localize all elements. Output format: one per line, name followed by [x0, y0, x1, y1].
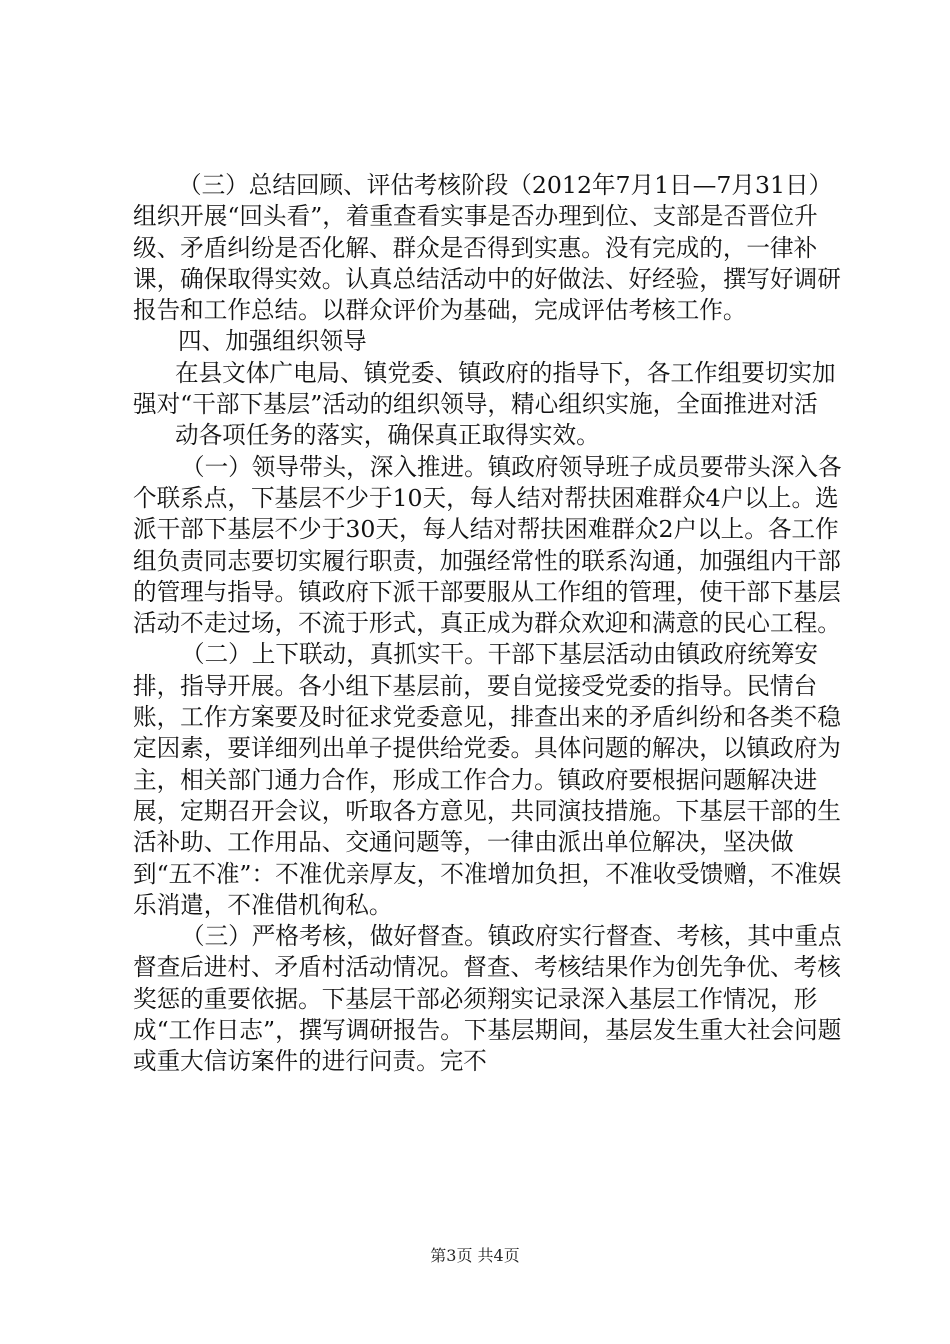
- paragraph-leadership-intro-continued: 动各项任务的落实，确保真正取得实效。: [175, 421, 600, 450]
- paragraph-leaders-take-lead: （一）领导带头，深入推进。镇政府领导班子成员要带头深入各个联系点，下基层不少于10天，每人结对帮扶困难群众4户以上。选派干部下基层不少于30天，每人结对帮扶困难群众2户以上。各工作组负责同志要切实履行职责，加强经常性的联系沟通，加强组内干部的管理与指导。镇政府下派干部要服从工作组的管理，使干部下基层活动不走过场，不流于形式，真正成为群众欢迎和满意的民心工程。: [133, 452, 842, 638]
- paragraph-summary-stage: （三）总结回顾、评估考核阶段（2012年7月1日—7月31日）组织开展“回头看”，着重查看实事是否办理到位、支部是否晋位升级、矛盾纠纷是否化解、群众是否得到实惠。没有完成的，一律补课，确保取得实效。认真总结活动中的好做法、好经验，撰写好调研报告和工作总结。以群众评价为基础，完成评估考核工作。: [133, 171, 841, 325]
- section-heading-leadership: 四、加强组织领导: [178, 327, 367, 356]
- paragraph-assessment-supervision: （三）严格考核，做好督查。镇政府实行督查、考核，其中重点督查后进村、矛盾村活动情况。督查、考核结果作为创先争优、考核奖惩的重要依据。下基层干部必须翔实记录深入基层工作情况，形成“工作日志”，撰写调研报告。下基层期间，基层发生重大社会问题或重大信访案件的进行问责。完不: [133, 922, 842, 1076]
- paragraph-leadership-intro: 在县文体广电局、镇党委、镇政府的指导下，各工作组要切实加强对“干部下基层”活动的组织领导，精心组织实施，全面推进对活: [133, 358, 836, 419]
- paragraph-linkage-action: （二）上下联动，真抓实干。干部下基层活动由镇政府统筹安排，指导开展。各小组下基层前，要自觉接受党委的指导。民情台账，工作方案要及时征求党委意见，排查出来的矛盾纠纷和各类不稳定因素，要详细列出单子提供给党委。具体问题的解决，以镇政府为主，相关部门通力合作，形成工作合力。镇政府要根据问题解决进展，定期召开会议，听取各方意见，共同演技措施。下基层干部的生活补助、工作用品、交通问题等，一律由派出单位解决，坚决做到“五不准”：不准优亲厚友，不准增加负担，不准收受馈赠，不准娱乐消遣，不准借机徇私。: [133, 640, 842, 919]
- page-number-footer: 第3页 共4页: [430, 1246, 520, 1265]
- document-body: [133, 170, 843, 1078]
